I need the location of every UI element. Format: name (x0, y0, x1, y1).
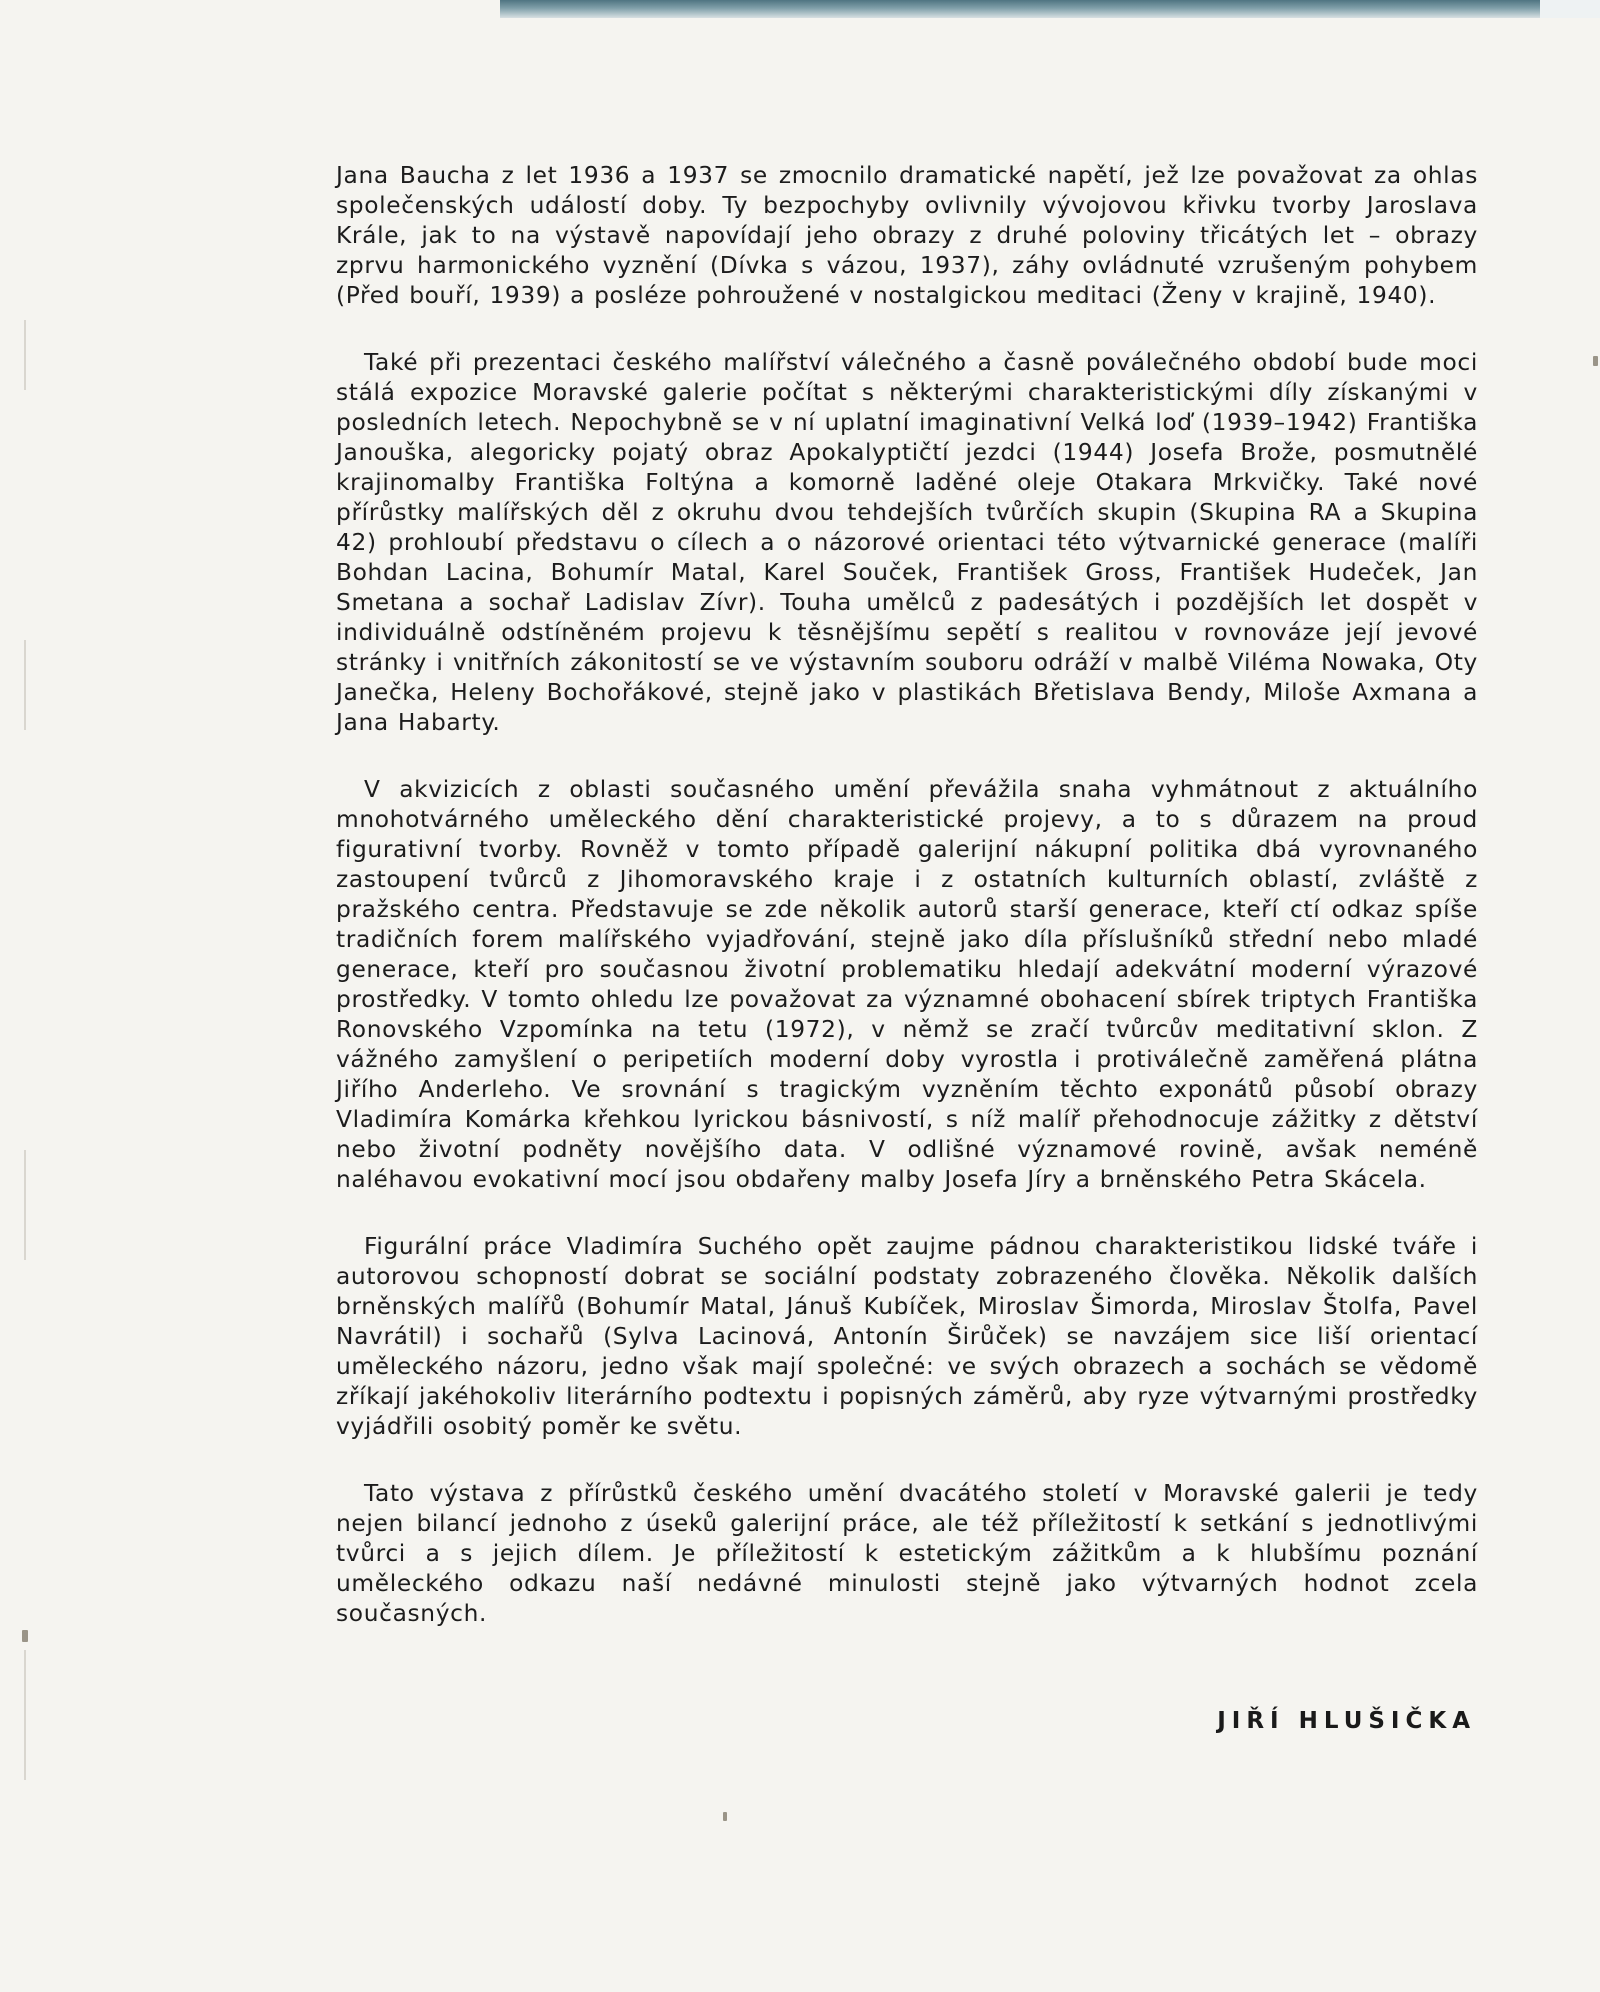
page-top-edge-end (1540, 0, 1600, 18)
binding-mark (24, 1650, 26, 1780)
paragraph: Jana Baucha z let 1936 a 1937 se zmocnilo dramatické napětí, jež lze považovat za ohlas společenských událostí doby. Ty bezpochyby ovlivnily vývojovou křivku tvorby Jaroslava Krále, jak to na výstavě napovídají jeho obrazy z druhé poloviny třicátých let – obrazy zprvu harmonického vyznění (Dívka s vázou, 1937), záhy ovládnuté vzrušeným pohybem (Před bouří, 1939) a posléze pohroužené v nostalgickou meditaci (Ženy v krajině, 1940). (336, 162, 1478, 309)
author-signature: JIŘÍ HLUŠIČKA (1217, 1708, 1476, 1734)
body-text (336, 161, 1478, 1666)
ink-speck (723, 1812, 727, 1821)
binding-mark (24, 640, 26, 730)
ink-speck (22, 1630, 28, 1642)
ink-speck (1593, 356, 1598, 366)
paragraph: Také při prezentaci českého malířství válečného a časně poválečného období bude moci stálá expozice Moravské galerie počítat s některými charakteristickými díly získanými v posledních letech. Nepochybně se v ní uplatní imaginativní Velká loď (1939–1942) Františka Janouška, alegoricky pojatý obraz Apokalyptičtí jezdci (1944) Josefa Brože, posmutnělé krajinomalby Františka Foltýna a komorně laděné oleje Otakara Mrkvičky. Také nové přírůstky malířských děl z okruhu dvou tehdejších tvůrčích skupin (Skupina RA a Skupina 42) prohloubí představu o cílech a o názorové orientaci této výtvarnické generace (malíři Bohdan Lacina, Bohumír Matal, Karel Souček, František Gross, František Hudeček, Jan Smetana a sochař Ladislav Zívr). Touha umělců z padesátých i pozdějších let dospět v individuálně odstíněném projevu k těsnějšímu sepětí s realitou v rovnováze její jevové stránky i vnitřních zákonitostí se ve výstavním souboru odráží v malbě Viléma Nowaka, Oty Janečka, Heleny Bochořákové, stejně jako v plastikách Břetislava Bendy, Miloše Axmana a Jana Habarty. (336, 349, 1478, 736)
paragraph: V akvizicích z oblasti současného umění převážila snaha vyhmátnout z aktuálního mnohotvárného uměleckého dění charakteristické projevy, a to s důrazem na proud figurativní tvorby. Rovněž v tomto případě galerijní nákupní politika dbá vyrovnaného zastoupení tvůrců z Jihomoravského kraje i z ostatních kulturních oblastí, zvláště z pražského centra. Představuje se zde několik autorů starší generace, kteří ctí odkaz spíše tradičních forem malířského vyjadřování, stejně jako díla příslušníků střední nebo mladé generace, kteří pro současnou životní problematiku hledají adekvátní moderní výrazové prostředky. V tomto ohledu lze považovat za významné obohacení sbírek triptych Františka Ronovského Vzpomínka na tetu (1972), v němž se zračí tvůrcův meditativní sklon. Z vážného zamyšlení o peripetiích moderní doby vyrostla i protiválečně zaměřená plátna Jiřího Anderleho. Ve srovnání s tragickým vyzněním těchto exponátů působí obrazy Vladimíra Komárka křehkou lyrickou básnivostí, s níž malíř přehodnocuje zážitky z dětství nebo životní podněty novějšího data. V odlišné významové rovině, avšak neméně naléhavou evokativní mocí jsou obdařeny malby Josefa Jíry a brněnského Petra Skácela. (336, 776, 1478, 1193)
binding-mark (24, 320, 26, 390)
paragraph: Tato výstava z přírůstků českého umění dvacátého století v Moravské galerii je tedy nejen bilancí jednoho z úseků galerijní práce, ale též příležitostí k setkání s jednotlivými tvůrci a s jejich dílem. Je příležitostí k estetickým zážitkům a k hlubšímu poznání uměleckého odkazu naší nedávné minulosti stejně jako výtvarných hodnot zcela současných. (336, 1480, 1478, 1627)
binding-mark (24, 1150, 26, 1260)
page-top-edge (500, 0, 1540, 18)
paragraph: Figurální práce Vladimíra Suchého opět zaujme pádnou charakteristikou lidské tváře i autorovou schopností dobrat se sociální podstaty zobrazeného člověka. Několik dalších brněnských malířů (Bohumír Matal, Jánuš Kubíček, Miroslav Šimorda, Miroslav Štolfa, Pavel Navrátil) i sochařů (Sylva Lacinová, Antonín Širůček) se navzájem sice liší orientací uměleckého názoru, jedno však mají společné: ve svých obrazech a sochách se vědomě zříkají jakéhokoliv literárního podtextu i popisných záměrů, aby ryze výtvarnými prostředky vyjádřili osobitý poměr ke světu. (336, 1233, 1478, 1440)
